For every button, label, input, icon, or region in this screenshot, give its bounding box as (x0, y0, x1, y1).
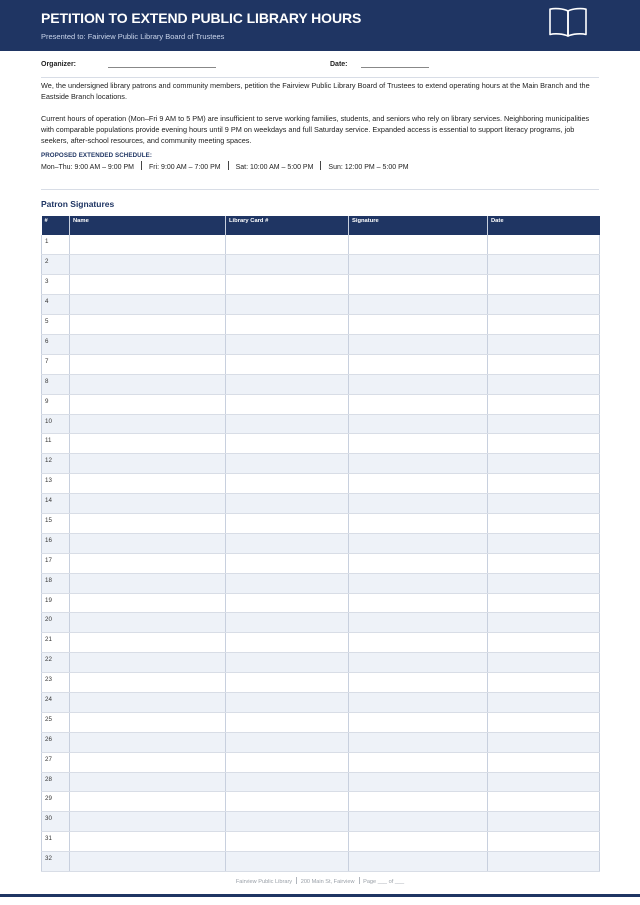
table-row (42, 792, 600, 812)
row-number: 32 (42, 852, 70, 872)
name-cell[interactable] (70, 553, 226, 573)
library-card-cell[interactable] (226, 553, 349, 573)
signature-cell[interactable] (349, 593, 488, 613)
signature-cell[interactable] (349, 573, 488, 593)
schedule-item: Sun: 12:00 PM – 5:00 PM (328, 164, 409, 171)
row-number: 9 (42, 394, 70, 414)
date-cell[interactable] (488, 275, 600, 295)
library-card-cell[interactable] (226, 255, 349, 275)
signature-cell[interactable] (349, 832, 488, 852)
signature-cell[interactable] (349, 354, 488, 374)
table-row (42, 613, 600, 633)
row-number: 14 (42, 494, 70, 514)
table-row (42, 573, 600, 593)
table-row (42, 553, 600, 573)
date-cell[interactable] (488, 593, 600, 613)
library-card-cell[interactable] (226, 852, 349, 872)
date-cell[interactable] (488, 852, 600, 872)
row-number: 23 (42, 673, 70, 693)
column-header-date: Date (488, 216, 600, 235)
schedule-label: PROPOSED EXTENDED SCHEDULE: (41, 152, 152, 159)
name-cell[interactable] (70, 653, 226, 673)
name-cell[interactable] (70, 832, 226, 852)
library-card-cell[interactable] (226, 275, 349, 295)
table-row (42, 295, 600, 315)
date-cell[interactable] (488, 334, 600, 354)
row-number: 28 (42, 772, 70, 792)
name-cell[interactable] (70, 275, 226, 295)
table-row (42, 732, 600, 752)
date-cell[interactable] (488, 613, 600, 633)
library-card-cell[interactable] (226, 354, 349, 374)
table-row (42, 653, 600, 673)
divider (41, 77, 599, 78)
date-cell[interactable] (488, 792, 600, 812)
name-cell[interactable] (70, 593, 226, 613)
date-cell[interactable] (488, 772, 600, 792)
signature-cell[interactable] (349, 553, 488, 573)
library-card-cell[interactable] (226, 474, 349, 494)
signature-cell[interactable] (349, 772, 488, 792)
table-row (42, 772, 600, 792)
name-cell[interactable] (70, 315, 226, 335)
name-cell[interactable] (70, 474, 226, 494)
date-cell[interactable] (488, 573, 600, 593)
table-row (42, 513, 600, 533)
name-cell[interactable] (70, 255, 226, 275)
row-number: 20 (42, 613, 70, 633)
library-card-cell[interactable] (226, 573, 349, 593)
row-number: 22 (42, 653, 70, 673)
name-cell[interactable] (70, 852, 226, 872)
footer-library-name: Fairview Public Library (235, 879, 293, 885)
row-number: 19 (42, 593, 70, 613)
column-header-library-card: Library Card # (226, 216, 349, 235)
date-label: Date: (330, 61, 348, 68)
divider (141, 161, 142, 170)
row-number: 13 (42, 474, 70, 494)
table-row (42, 334, 600, 354)
date-cell[interactable] (488, 832, 600, 852)
library-card-cell[interactable] (226, 812, 349, 832)
library-card-cell[interactable] (226, 235, 349, 255)
section-title: Patron Signatures (41, 199, 115, 209)
name-cell[interactable] (70, 513, 226, 533)
table-row (42, 474, 600, 494)
table-row (42, 633, 600, 653)
signature-cell[interactable] (349, 673, 488, 693)
table-row (42, 354, 600, 374)
book-icon (548, 7, 588, 37)
date-cell[interactable] (488, 653, 600, 673)
date-cell[interactable] (488, 513, 600, 533)
divider (320, 161, 321, 170)
signature-table (41, 216, 600, 872)
page-title: PETITION TO EXTEND PUBLIC LIBRARY HOURS (41, 10, 362, 26)
date-cell[interactable] (488, 692, 600, 712)
library-card-cell[interactable] (226, 613, 349, 633)
date-cell[interactable] (488, 474, 600, 494)
library-card-cell[interactable] (226, 692, 349, 712)
name-cell[interactable] (70, 374, 226, 394)
row-number: 31 (42, 832, 70, 852)
name-cell[interactable] (70, 354, 226, 374)
row-number: 6 (42, 334, 70, 354)
row-number: 11 (42, 434, 70, 454)
table-row (42, 673, 600, 693)
date-cell[interactable] (488, 633, 600, 653)
library-card-cell[interactable] (226, 792, 349, 812)
date-cell[interactable] (488, 454, 600, 474)
row-number: 17 (42, 553, 70, 573)
name-cell[interactable] (70, 334, 226, 354)
signature-cell[interactable] (349, 712, 488, 732)
footer-address: 200 Main St, Fairview (300, 879, 355, 885)
signature-cell[interactable] (349, 374, 488, 394)
library-card-cell[interactable] (226, 513, 349, 533)
signature-cell[interactable] (349, 474, 488, 494)
signature-cell[interactable] (349, 513, 488, 533)
row-number: 21 (42, 633, 70, 653)
schedule-row (41, 161, 409, 171)
justification-paragraph: Current hours of operation (Mon–Fri 9 AM to 5 PM) are insufficient to serve working families, students, and seniors who rely on library services. Neighboring municipalities with comparable populations provide evening hours until 9 PM on weekdays and full Saturday service. Expanded access is essential to support literacy programs, job seekers, after-school resources, and community meeting spaces. (41, 114, 590, 146)
library-card-cell[interactable] (226, 315, 349, 335)
row-number: 10 (42, 414, 70, 434)
date-cell[interactable] (488, 374, 600, 394)
date-cell[interactable] (488, 712, 600, 732)
name-cell[interactable] (70, 752, 226, 772)
table-row (42, 712, 600, 732)
signature-cell[interactable] (349, 255, 488, 275)
library-card-cell[interactable] (226, 454, 349, 474)
name-cell[interactable] (70, 692, 226, 712)
table-row (42, 812, 600, 832)
signature-cell[interactable] (349, 792, 488, 812)
table-row (42, 394, 600, 414)
library-card-cell[interactable] (226, 673, 349, 693)
schedule-item: Sat: 10:00 AM – 5:00 PM (235, 164, 314, 171)
library-card-cell[interactable] (226, 633, 349, 653)
organizer-label: Organizer: (41, 61, 77, 68)
name-cell[interactable] (70, 772, 226, 792)
divider (296, 877, 297, 884)
library-card-cell[interactable] (226, 295, 349, 315)
page-subtitle: Presented to: Fairview Public Library Board of Trustees (41, 32, 225, 41)
column-header-signature: Signature (349, 216, 488, 235)
table-row (42, 832, 600, 852)
signature-cell[interactable] (349, 752, 488, 772)
signature-cell[interactable] (349, 852, 488, 872)
table-row (42, 374, 600, 394)
name-cell[interactable] (70, 394, 226, 414)
library-card-cell[interactable] (226, 593, 349, 613)
organizer-field[interactable] (108, 67, 216, 68)
schedule-item: Fri: 9:00 AM – 7:00 PM (149, 164, 221, 171)
library-card-cell[interactable] (226, 494, 349, 514)
table-row (42, 692, 600, 712)
name-cell[interactable] (70, 295, 226, 315)
date-cell[interactable] (488, 494, 600, 514)
date-cell[interactable] (488, 255, 600, 275)
signature-cell[interactable] (349, 653, 488, 673)
row-number: 30 (42, 812, 70, 832)
name-cell[interactable] (70, 812, 226, 832)
row-number: 2 (42, 255, 70, 275)
row-number: 27 (42, 752, 70, 772)
signature-cell[interactable] (349, 613, 488, 633)
signature-cell[interactable] (349, 295, 488, 315)
header-banner (0, 0, 640, 51)
name-cell[interactable] (70, 633, 226, 653)
date-cell[interactable] (488, 295, 600, 315)
library-card-cell[interactable] (226, 712, 349, 732)
date-cell[interactable] (488, 752, 600, 772)
name-cell[interactable] (70, 454, 226, 474)
table-row (42, 593, 600, 613)
name-cell[interactable] (70, 732, 226, 752)
table-row (42, 494, 600, 514)
date-cell[interactable] (488, 812, 600, 832)
library-card-cell[interactable] (226, 414, 349, 434)
date-cell[interactable] (488, 235, 600, 255)
footer (0, 877, 640, 885)
library-card-cell[interactable] (226, 434, 349, 454)
library-card-cell[interactable] (226, 752, 349, 772)
row-number: 25 (42, 712, 70, 732)
library-card-cell[interactable] (226, 394, 349, 414)
name-cell[interactable] (70, 494, 226, 514)
library-card-cell[interactable] (226, 653, 349, 673)
name-cell[interactable] (70, 673, 226, 693)
row-number: 3 (42, 275, 70, 295)
library-card-cell[interactable] (226, 772, 349, 792)
name-cell[interactable] (70, 613, 226, 633)
table-row (42, 414, 600, 434)
intro-paragraph: We, the undersigned library patrons and community members, petition the Fairview Public Library Board of Trustees to extend operating hours at the Main Branch and the Eastside Branch locations. (41, 81, 590, 102)
date-cell[interactable] (488, 354, 600, 374)
table-row (42, 275, 600, 295)
row-number: 15 (42, 513, 70, 533)
signature-cell[interactable] (349, 235, 488, 255)
schedule-item: Mon–Thu: 9:00 AM – 9:00 PM (41, 164, 134, 171)
signature-cell[interactable] (349, 633, 488, 653)
row-number: 12 (42, 454, 70, 474)
divider (41, 189, 599, 190)
name-cell[interactable] (70, 414, 226, 434)
signature-cell[interactable] (349, 275, 488, 295)
date-cell[interactable] (488, 394, 600, 414)
row-number: 5 (42, 315, 70, 335)
table-header-row (42, 216, 600, 235)
name-cell[interactable] (70, 712, 226, 732)
date-cell[interactable] (488, 315, 600, 335)
library-card-cell[interactable] (226, 533, 349, 553)
divider (228, 161, 229, 170)
date-cell[interactable] (488, 414, 600, 434)
name-cell[interactable] (70, 235, 226, 255)
signature-cell[interactable] (349, 334, 488, 354)
table-row (42, 434, 600, 454)
date-cell[interactable] (488, 434, 600, 454)
row-number: 24 (42, 692, 70, 712)
row-number: 4 (42, 295, 70, 315)
table-row (42, 752, 600, 772)
library-card-cell[interactable] (226, 334, 349, 354)
library-card-cell[interactable] (226, 832, 349, 852)
signature-cell[interactable] (349, 692, 488, 712)
table-row (42, 235, 600, 255)
signature-cell[interactable] (349, 732, 488, 752)
date-field[interactable] (361, 67, 429, 68)
column-header-number: # (42, 216, 70, 235)
name-cell[interactable] (70, 533, 226, 553)
library-card-cell[interactable] (226, 732, 349, 752)
table-row (42, 852, 600, 872)
signature-cell[interactable] (349, 812, 488, 832)
table-row (42, 255, 600, 275)
signature-cell[interactable] (349, 494, 488, 514)
table-row (42, 454, 600, 474)
column-header-name: Name (70, 216, 226, 235)
row-number: 7 (42, 354, 70, 374)
signature-cell[interactable] (349, 394, 488, 414)
date-cell[interactable] (488, 553, 600, 573)
signature-cell[interactable] (349, 533, 488, 553)
footer-bar (0, 894, 640, 897)
row-number: 16 (42, 533, 70, 553)
date-cell[interactable] (488, 673, 600, 693)
name-cell[interactable] (70, 573, 226, 593)
row-number: 26 (42, 732, 70, 752)
row-number: 8 (42, 374, 70, 394)
footer-page-number: Page ___ of ___ (363, 879, 405, 885)
row-number: 1 (42, 235, 70, 255)
library-card-cell[interactable] (226, 374, 349, 394)
divider (359, 877, 360, 884)
signature-cell[interactable] (349, 315, 488, 335)
date-cell[interactable] (488, 533, 600, 553)
date-cell[interactable] (488, 732, 600, 752)
name-cell[interactable] (70, 434, 226, 454)
signature-cell[interactable] (349, 454, 488, 474)
table-row (42, 315, 600, 335)
name-cell[interactable] (70, 792, 226, 812)
row-number: 18 (42, 573, 70, 593)
row-number: 29 (42, 792, 70, 812)
table-row (42, 533, 600, 553)
signature-cell[interactable] (349, 414, 488, 434)
signature-cell[interactable] (349, 434, 488, 454)
